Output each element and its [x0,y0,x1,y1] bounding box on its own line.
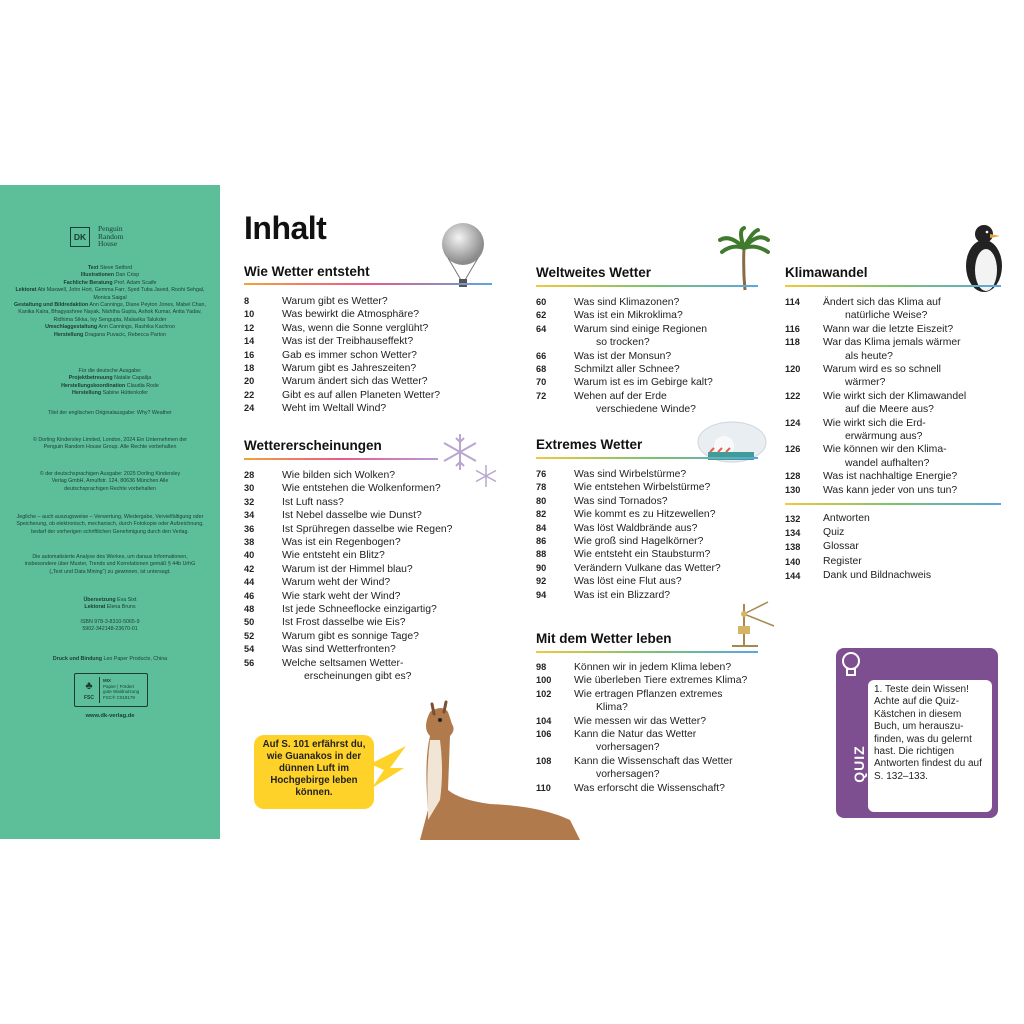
page-number: 128 [785,471,801,482]
entry-title: Was erforscht die Wissenschaft? [574,782,725,794]
entry-title: Gab es immer schon Wetter? [282,349,417,361]
toc-wie-wetter-entsteht [244,295,494,416]
toc-entry[interactable] [536,755,760,782]
section-title-weltweites-wetter: Weltweites Wetter [536,265,652,280]
entry-title: Was ist ein Mikroklima? [574,310,683,322]
toc-entry[interactable] [536,674,760,687]
entry-title: Was löst eine Flut aus? [574,576,682,588]
translation-credits: Übersetzung Eva Sixt Lektorat Elena Bruns [83,597,137,611]
toc-entry[interactable] [536,661,760,674]
speech-bolt-icon [368,744,408,790]
entry-title: Was sind Wetterfronten? [282,644,396,656]
page-number: 82 [536,509,547,520]
entry-title: Können wir in jedem Klima leben? [574,662,732,673]
entry-title: Welche seltsamen Wetter- erscheinungen gibt es? [282,657,412,683]
toc-entry[interactable] [536,535,760,548]
page-number: 16 [244,349,255,360]
page-number: 66 [536,350,547,361]
entry-title: Was sind Klimazonen? [574,297,680,308]
page-number: 98 [536,662,547,672]
page-number: 18 [244,363,255,374]
page-number: 140 [785,556,801,567]
fsc-tree-icon: ♣ FSC [79,677,100,703]
copyright-de: © der deutschsprachigen Ausgabe: 2025 Dorling Kindersley Verlag GmbH, Arnulfstr. 124, 80636 München Alle deutschsprachigen Rechte vorbehalten [39,471,181,492]
page-number: 46 [244,590,255,601]
page-number: 130 [785,484,801,495]
toc-entry[interactable] [785,323,1007,336]
page-number: 118 [785,337,800,348]
section-title-mit-dem-wetter-leben: Mit dem Wetter leben [536,631,672,646]
page-number: 34 [244,510,255,521]
entry-title: Warum gibt es sonnige Tage? [282,630,419,642]
toc-entry[interactable] [244,375,494,388]
entry-title: Verändern Vulkane das Wetter? [574,562,721,574]
toc-extremes-wetter [536,468,760,602]
entry-title: Ändert sich das Klima auf natürliche Weise? [823,297,941,322]
toc-entry[interactable] [536,562,760,575]
toc-entry[interactable] [536,350,760,363]
dk-logo: DK [70,227,90,247]
toc-entry[interactable] [244,349,494,362]
entry-title: Wann war die letzte Eiszeit? [823,323,954,335]
toc-entry[interactable] [785,470,1007,483]
entry-title: Was ist der Monsun? [574,350,672,362]
toc-entry[interactable] [244,482,494,495]
toc-entry[interactable] [536,548,760,561]
page-number: 108 [536,755,552,766]
entry-title: Was ist nachhaltige Energie? [823,471,958,483]
entry-title: Glossar [823,541,859,553]
section-rule [244,458,438,460]
page-number: 86 [536,536,547,547]
entry-title: Wehen auf der Erde verschiedene Winde? [574,390,696,416]
section-rule [244,283,492,285]
toc-entry[interactable] [536,323,760,350]
toc-entry[interactable] [785,540,1007,554]
section-title-klimawandel: Klimawandel [785,265,868,280]
entry-title: Ist Luft nass? [282,496,344,508]
toc-entry[interactable] [536,508,760,521]
entry-title: Was bewirkt die Atmosphäre? [282,309,420,321]
imprint-panel [0,185,220,839]
entry-title: Ist Nebel dasselbe wie Dunst? [282,510,422,522]
entry-title: Ist jede Schneeflocke einzigartig? [282,604,437,616]
entry-title: Wie ertragen Pflanzen extremes Klima? [574,688,723,714]
page-number: 14 [244,336,255,347]
quiz-label: QUIZ [851,745,867,783]
toc-entry[interactable] [785,512,1007,526]
entry-title: Warum ist der Himmel blau? [282,563,413,575]
legal-notice: Jegliche – auch auszugsweise – Verwertung, Wiedergabe, Vervielfältigung oder Speicherung, ob elektronisch, mechanisch, durch Fotokopie oder Aufzeichnung, bedarf der vorherigen schriftlichen Genehmigung durch den Verlag. [16,514,204,535]
page-number: 38 [244,537,255,548]
entry-title: Wie wirkt sich die Erd- erwärmung aus? [823,417,926,443]
penguin-random-house-logo: Penguin Random House [98,224,124,249]
toc-entry[interactable] [536,728,760,755]
entry-title: Was ist ein Regenbogen? [282,537,401,549]
entry-title: Wie groß sind Hagelkörner? [574,536,704,548]
page-number: 50 [244,617,255,628]
page-number: 124 [785,417,801,428]
entry-title: Warum ist es im Gebirge kalt? [574,377,713,389]
original-title: Titel der englischen Originalausgabe: Why? Weather [48,410,172,416]
toc-entry[interactable] [244,322,494,335]
toc-entry[interactable] [244,563,494,576]
page-number: 92 [536,576,547,587]
weather-balloon-icon [438,222,488,292]
copyright-uk: © Dorling Kindersley Limited, London, 2024 Ein Unternehmen der Penguin Random House Group. Alle Rechte vorbehalten [32,437,188,451]
toc-entry[interactable] [244,630,494,643]
entry-title: Register [823,555,862,567]
page-number: 52 [244,630,255,641]
toc-entry[interactable] [536,363,760,376]
toc-entry[interactable] [536,575,760,588]
page-number: 28 [244,470,255,480]
toc-entry[interactable] [785,484,1007,497]
page-number: 116 [785,323,800,334]
page-number: 20 [244,376,255,387]
page-number: 30 [244,483,255,494]
entry-title: Wie messen wir das Wetter? [574,715,707,727]
entry-title: Antworten [823,513,870,524]
credits-block: Text Steve Setford Illustrationen Dan Crisp Fachliche Beratung Prof. Adam Scaife Lektorat Abi Maxwell, John Hort, Gemma Farr, Syed Tuba Javed, Roohi Sehgal, Monica Saigal Gestaltung und Bildredaktion Ann Cannings, Diane Peyton Jones, Mabel Chan, Kanika Kalra, Bhagyashree Nayak, Nishtha Gupta, Ashok Kumar, Anita Yadav, Ridhima Sikka, Ivy Sengupta, Malavika Talukder Umschlaggestaltung Ann Cannings, Rashika Kachroo Herstellung Dragana Puvacic, Rebecca Parton [14,265,206,338]
fsc-label: ♣ FSC MIX Papier | Fördert gute Waldnutzung FSC® C018179 [74,673,148,707]
toc-wettererscheinungen [244,469,494,684]
page-number: 24 [244,403,255,414]
entry-title: Wie können wir den Klima- wandel aufhalten? [823,444,947,469]
toc-entry[interactable] [536,296,760,309]
page-number: 76 [536,469,547,479]
toc-entry[interactable] [785,296,1007,323]
page-number: 102 [536,688,552,699]
toc-entry[interactable] [244,295,494,308]
toc-klimawandel [785,296,1007,497]
entry-title: Warum gibt es Jahreszeiten? [282,363,417,375]
entry-title: Wie entsteht ein Blitz? [282,550,385,562]
page-number: 120 [785,364,801,375]
weather-instrument-icon [724,596,780,652]
toc-entry[interactable] [244,496,494,509]
page-number: 10 [244,309,255,320]
page-number: 84 [536,522,547,533]
publisher-logo [70,225,154,247]
toc-weltweites-wetter [536,296,760,417]
toc-entry[interactable] [244,549,494,562]
entry-title: Wie kommt es zu Hitzewellen? [574,509,716,521]
entry-title: Warum ändert sich das Wetter? [282,376,428,388]
entry-title: Ist Frost dasselbe wie Eis? [282,617,406,629]
page-number: 114 [785,297,800,307]
entry-title: Wie wirkt sich der Klimawandel auf die Meere aus? [823,390,967,416]
page-number: 64 [536,323,547,334]
page-number: 72 [536,390,547,401]
entry-title: Kann die Wissenschaft das Wetter vorhersagen? [574,755,733,781]
page-number: 54 [244,644,255,655]
section-rule [536,457,758,459]
toc-entry[interactable] [785,555,1007,569]
entry-title: Schmilzt aller Schnee? [574,364,680,376]
page-number: 60 [536,297,547,307]
page-number: 100 [536,675,552,686]
entry-title: Quiz [823,527,845,539]
toc-entry[interactable] [244,616,494,629]
toc-entry[interactable] [244,523,494,536]
entry-title: Ist Sprühregen dasselbe wie Regen? [282,523,453,535]
section-rule [536,285,758,287]
toc-entry[interactable] [244,603,494,616]
toc-entry[interactable] [785,336,1007,363]
toc-entry[interactable] [785,569,1007,583]
page-number: 56 [244,657,255,668]
toc-entry[interactable] [536,495,760,508]
entry-title: Was, wenn die Sonne verglüht? [282,322,429,334]
toc-entry[interactable] [536,376,760,389]
page-number: 110 [536,782,551,793]
entry-title: War das Klima jemals wärmer als heute? [823,337,961,362]
toc-entry[interactable] [536,715,760,728]
page-number: 106 [536,729,552,740]
entry-title: Gibt es auf allen Planeten Wetter? [282,389,441,401]
toc-entry[interactable] [785,417,1007,444]
toc-entry[interactable] [244,536,494,549]
toc-entry[interactable] [244,643,494,656]
entry-title: Warum weht der Wind? [282,577,391,589]
page-number: 132 [785,514,801,524]
page-number: 40 [244,550,255,561]
section-title-extremes-wetter: Extremes Wetter [536,437,643,452]
toc-entry[interactable] [785,526,1007,540]
page-number: 122 [785,390,801,401]
entry-title: Was kann jeder von uns tun? [823,484,958,496]
page-number: 12 [244,322,255,333]
toc-entry[interactable] [244,335,494,348]
page-number: 48 [244,604,255,615]
page-number: 42 [244,563,255,574]
toc-entry[interactable] [785,443,1007,470]
entry-title: Wie überleben Tiere extremes Klima? [574,675,748,687]
toc-entry[interactable] [536,522,760,535]
page-number: 8 [244,296,250,306]
toc-entry[interactable] [244,509,494,522]
entry-title: Wie bilden sich Wolken? [282,470,396,481]
toc-entry[interactable] [536,782,760,795]
entry-title: Wie entsteht ein Staubsturm? [574,549,711,561]
entry-title: Was ist ein Blizzard? [574,589,671,601]
entry-title: Was sind Tornados? [574,495,668,507]
page-number: 144 [785,570,801,581]
page-number: 138 [785,542,801,553]
entry-title: Was löst Waldbrände aus? [574,522,698,534]
page-number: 94 [536,589,547,600]
text-data-mining-notice: Die automatisierte Analyse des Werkes, um daraus Informationen, insbesondere über Muster, Trends und Korrelationen gemäß § 44b UrhG („Text und Data Mining“) zu gewinnen, ist untersagt. [24,554,196,575]
page-number: 90 [536,562,547,573]
toc-entry[interactable] [244,576,494,589]
entry-title: Wie entstehen die Wolkenformen? [282,483,441,495]
section-rule-appendix [785,503,1001,505]
page-number: 104 [536,715,552,726]
entry-title: Was sind Wirbelstürme? [574,469,687,480]
entry-title: Warum gibt es Wetter? [282,296,388,307]
page-number: 36 [244,523,255,534]
page-number: 78 [536,482,547,493]
toc-entry[interactable] [536,468,760,481]
toc-entry[interactable] [785,363,1007,390]
entry-title: Kann die Natur das Wetter vorhersagen? [574,729,697,754]
guanaco-callout: Auf S. 101 erfährst du, wie Guanakos in der dünnen Luft im Hochgebirge leben können. [254,735,374,809]
toc-entry[interactable] [244,657,494,684]
toc-appendix [785,512,1007,583]
toc-entry[interactable] [244,469,494,482]
entry-title: Wie entstehen Wirbelstürme? [574,482,711,494]
page-number: 88 [536,549,547,560]
print-credit: Druck und Bindung Leo Paper Products, China [52,656,168,662]
entry-title: Wie stark weht der Wind? [282,590,401,602]
isbn: ISBN 978-3-8310-5065-9 5902-342148-23670-01 [80,619,140,633]
website-link[interactable]: www.dk-verlag.de [85,713,135,719]
palm-tree-icon [718,226,770,292]
section-rule [536,651,758,653]
section-rule [785,285,1001,287]
section-title-wettererscheinungen: Wettererscheinungen [244,438,382,453]
page-number: 44 [244,577,255,588]
page-number: 32 [244,496,255,507]
german-credits-block: Für die deutsche Ausgabe: Projektbetreuung Natalie Capalija Herstellungskoordination Claudia Rode Herstellung Sabine Hüttenkofer [61,368,159,397]
penguin-icon [960,222,1008,294]
toc-entry[interactable] [244,402,494,415]
hurricane-cutaway-icon [694,418,768,470]
toc-entry[interactable] [785,390,1007,417]
page-number: 62 [536,310,547,321]
entry-title: Weht im Weltall Wind? [282,403,387,415]
toc-entry[interactable] [536,589,760,602]
page-number: 80 [536,495,547,506]
page-number: 68 [536,364,547,375]
page-number: 134 [785,528,801,539]
entry-title: Was ist der Treibhauseffekt? [282,336,414,348]
page-number: 70 [536,377,547,388]
page-number: 22 [244,389,255,400]
page-number: 126 [785,444,801,455]
quiz-text: 1. Teste dein Wissen! Achte auf die Quiz-Kästchen in diesem Buch, um herauszu-finden, was du gelernt hast. Die richtigen Antworten findest du auf S. 132–133. [868,680,992,812]
toc-mit-dem-wetter-leben [536,661,760,795]
toc-entry[interactable] [536,688,760,715]
toc-entry[interactable] [244,362,494,375]
lightbulb-icon [838,650,864,680]
entry-title: Dank und Bildnachweis [823,569,932,581]
section-title-wie-wetter-entsteht: Wie Wetter entsteht [244,264,370,279]
toc-entry[interactable] [536,309,760,322]
page-title: Inhalt [244,210,327,246]
toc-entry[interactable] [536,481,760,494]
entry-title: Warum sind einige Regionen so trocken? [574,323,708,349]
entry-title: Warum wird es so schnell wärmer? [823,364,941,389]
toc-entry[interactable] [536,390,760,417]
toc-entry[interactable] [244,308,494,321]
toc-entry[interactable] [244,389,494,402]
toc-entry[interactable] [244,590,494,603]
